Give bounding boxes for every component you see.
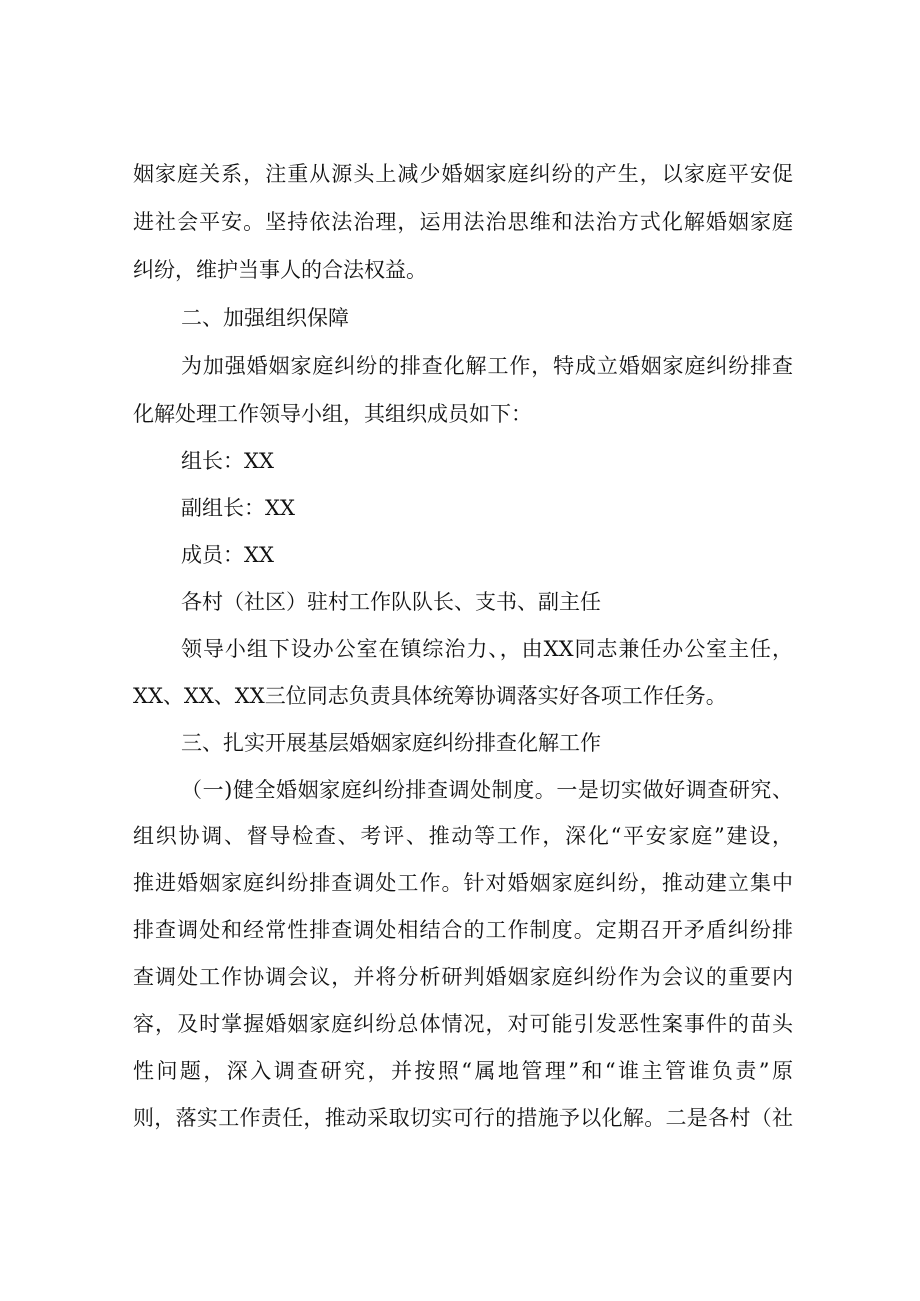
body-text-line: 纠纷，维护当事人的合法权益。	[133, 258, 427, 282]
body-text-line: 进社会平安。坚持依法治理，运用法治思维和法治方式化解婚姻家庭	[133, 210, 793, 234]
body-text-line: 姻家庭关系，注重从源头上减少婚姻家庭纠纷的产生，以家庭平安促	[133, 162, 793, 186]
body-text-line: 排查调处和经常性排查调处相结合的工作制度。定期召开矛盾纠纷排	[133, 918, 793, 942]
body-text-line: 领导小组下设办公室在镇综治力、，由XX同志兼任办公室主任，	[181, 637, 793, 661]
member-line: 组长：XX	[181, 449, 274, 473]
section-heading: 二、加强组织保障	[181, 306, 349, 330]
body-text-line: XX、XX、XX三位同志负责具体统筹协调落实好各项工作任务。	[133, 684, 727, 708]
body-text-line: 化解处理工作领导小组，其组织成员如下：	[133, 402, 532, 426]
body-text-line: 推进婚姻家庭纠纷排查调处工作。针对婚姻家庭纠纷，推动建立集中	[133, 871, 793, 895]
member-line: 成员：XX	[181, 543, 274, 567]
member-line: 各村（社区）驻村工作队队长、支书、副主任	[181, 590, 601, 614]
section-heading: 三、扎实开展基层婚姻家庭纠纷排查化解工作	[181, 731, 601, 755]
member-line: 副组长：XX	[181, 496, 295, 520]
body-text-line: 性问题，深入调查研究，并按照“属地管理”和“谁主管谁负责”原	[133, 1059, 793, 1083]
body-text-line: 则，落实工作责任，推动采取切实可行的措施予以化解。二是各村（社	[133, 1106, 793, 1130]
body-text-line: 容，及时掌握婚姻家庭纠纷总体情况，对可能引发恶性案事件的苗头	[133, 1012, 793, 1036]
body-text-line: 为加强婚姻家庭纠纷的排查化解工作，特成立婚姻家庭纠纷排查	[181, 354, 793, 378]
body-text-line: （一)健全婚姻家庭纠纷排查调处制度。一是切实做好调查研究、	[181, 778, 793, 802]
body-text-line: 查调处工作协调会议，并将分析研判婚姻家庭纠纷作为会议的重要内	[133, 965, 793, 989]
body-text-line: 组织协调、督导检查、考评、推动等工作，深化“平安家庭”建设，	[133, 824, 793, 848]
